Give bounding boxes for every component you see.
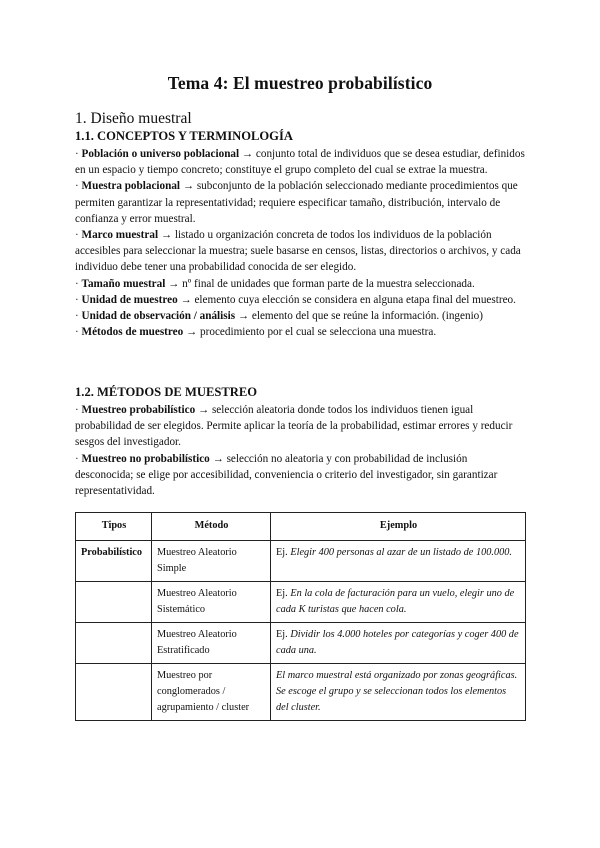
method-term: Muestreo no probabilístico [81,452,210,465]
ejemplo-text: Elegir 400 personas al azar de un listado de 100.000. [290,547,512,558]
cell-ejemplo [271,582,526,623]
header-tipos: Tipos [76,513,152,541]
cell-metodo: Muestreo Aleatorio Simple [152,541,271,582]
ejemplo-text: En la cola de facturación para un vuelo, elegir uno de cada K turistas que hacen cola. [276,588,515,615]
sampling-methods-table [75,512,526,721]
method-text: selección no aleatoria y con probabilidad de inclusión desconocida; se elige por accesibilidad, conveniencia o criterio del investigador, sin garantizar representatividad. [75,452,498,498]
arrow-icon: → [168,277,180,290]
cell-metodo: Muestreo Aleatorio Sistemático [152,582,271,623]
section-heading-diseno: 1. Diseño muestral [75,110,192,127]
header-metodo: Método [152,513,271,541]
method-item: · Muestreo probabilístico → selección aleatoria donde todos los individuos tienen igual probabilidad de ser elegidos. Permite aplicar la teoría de la probabilidad, estimar errores y reducir sesgos del investigador. [75,404,513,449]
concept-item: · Unidad de muestreo → elemento cuya elección se considera en alguna etapa final del muestreo. [75,293,516,306]
concept-term: Marco muestral [81,229,159,242]
concept-item: · Muestra poblacional → subconjunto de la población seleccionado mediante procedimientos que permiten garantizar la representatividad; requiere especificar tamaño, distribución, intervalo de confianza y error muestral. [75,180,518,225]
arrow-icon: → [180,293,192,306]
cell-ejemplo [271,541,526,582]
cell-metodo: Muestreo Aleatorio Estratificado [152,623,271,664]
cell-metodo: Muestreo por conglomerados / agrupamiento / cluster [152,664,271,721]
table-row [76,541,526,582]
concept-item: · Métodos de muestreo → procedimiento por el cual se selecciona una muestra. [75,326,437,339]
table-row [76,582,526,623]
concept-item: · Marco muestral → listado u organización concreta de todos los individuos de la población accesibles para seleccionar la muestra; suele basarse en censos, listas, directorios o archivos, y cada individuo debe tener una probabilidad conocida de ser elegido. [75,229,521,274]
concept-item: · Población o universo poblacional → conjunto total de individuos que se desea estudiar, definidos en un espacio y tiempo concreto; constituye el grupo completo del cual se extrae la muestra. [75,148,525,177]
concept-text: listado u organización concreta de todos los individuos de la población accesibles para seleccionar la muestra; suele basarse en censos, listas, directorios o archivos, y cada individuo debe tener una probabilidad conocida de ser elegido. [75,229,521,274]
method-item: · Muestreo no probabilístico → selección no aleatoria y con probabilidad de inclusión desconocida; se elige por accesibilidad, conveniencia o criterio del investigador, sin garantizar representatividad. [75,452,498,498]
concept-term: Unidad de muestreo [81,293,178,306]
cell-tipo [76,664,152,721]
arrow-icon: → [197,404,210,416]
cell-tipo: Probabilístico [76,541,152,582]
ej-prefix: Ej. [276,629,288,640]
arrow-icon: → [212,452,224,465]
method-term: Muestreo probabilístico [81,404,196,416]
table-header-row [76,513,526,541]
concept-item: · Unidad de observación / análisis → elemento del que se reúne la información. (ingenio) [75,310,483,323]
ejemplo-text: El marco muestral está organizado por zonas geográficas. Se escoge el grupo y se seleccionan todos los elementos del cluster. [276,670,518,713]
methods-list [75,402,527,499]
concept-text: elemento cuya elección se considera en alguna etapa final del muestreo. [194,293,516,306]
concept-term: Métodos de muestreo [81,326,184,339]
subsection-heading-conceptos: 1.1. CONCEPTOS Y TERMINOLOGÍA [75,129,293,143]
concept-term: Población o universo poblacional [81,148,240,160]
concept-text: nº final de unidades que forman parte de la muestra seleccionada. [182,277,475,290]
ej-prefix: Ej. [276,588,288,599]
arrow-icon: → [186,326,198,339]
method-text: selección aleatoria donde todos los individuos tienen igual probabilidad de ser elegidos. Permite aplicar la teoría de la probabilidad, estimar errores y reducir sesgos del investigador. [75,404,513,449]
arrow-icon: → [182,180,195,193]
concept-item: · Tamaño muestral → nº final de unidades que forman parte de la muestra seleccionada. [75,277,475,290]
concepts-list [75,146,527,340]
cell-ejemplo [271,664,526,721]
concept-text: conjunto total de individuos que se desea estudiar, definidos en un espacio y tiempo concreto; constituye el grupo completo del cual se extrae la muestra. [75,148,525,177]
document-title: Tema 4: El muestreo probabilístico [167,73,433,93]
table-row [76,623,526,664]
concept-text: subconjunto de la población seleccionado mediante procedimientos que permiten garantizar la representatividad; requiere especificar tamaño, distribución, intervalo de confianza y error muestral. [75,180,518,225]
cell-ejemplo [271,623,526,664]
arrow-icon: → [241,148,254,160]
concept-term: Unidad de observación / análisis [81,310,236,323]
ej-prefix: Ej. [276,547,288,558]
cell-tipo [76,623,152,664]
arrow-icon: → [237,310,250,323]
cell-tipo [76,582,152,623]
concept-term: Muestra poblacional [81,180,181,193]
header-ejemplo: Ejemplo [271,513,526,541]
ejemplo-text: Dividir los 4.000 hoteles por categorías y coger 400 de cada una. [276,629,519,656]
concept-text: elemento del que se reúne la información. (ingenio) [251,310,483,323]
concept-term: Tamaño muestral [81,277,166,290]
concept-text: procedimiento por el cual se selecciona una muestra. [200,326,437,339]
subsection-heading-metodos: 1.2. MÉTODOS DE MUESTREO [75,385,258,399]
arrow-icon: → [160,229,173,242]
table-row [76,664,526,721]
